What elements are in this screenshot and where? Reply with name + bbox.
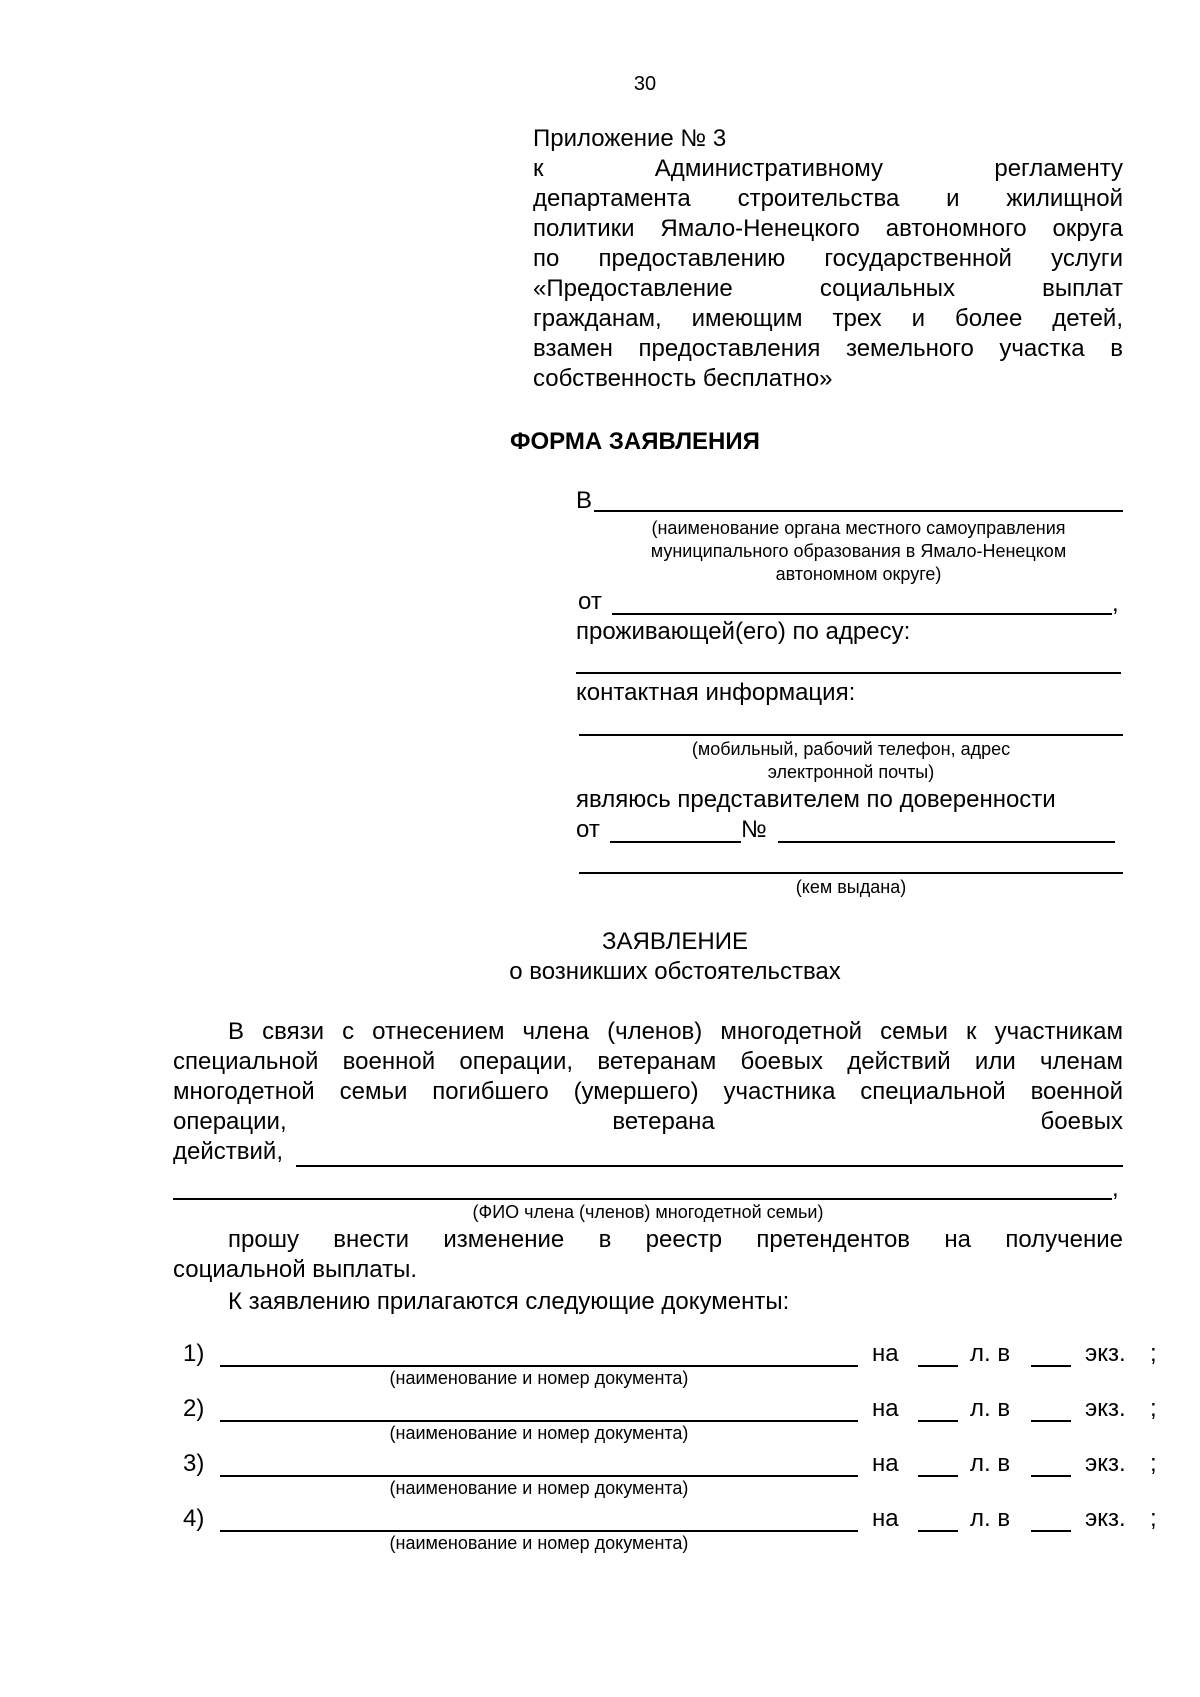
name-suffix: , — [1112, 1175, 1119, 1202]
appendix-last-line: собственность бесплатно» — [533, 365, 833, 392]
document-number: 3) — [183, 1450, 205, 1477]
paragraph-line: операции, ветерана боевых — [173, 1108, 1123, 1135]
document-number: 4) — [183, 1505, 205, 1532]
document-caption: (наименование и номер документа) — [389, 1423, 689, 1443]
appendix-line: «Предоставление социальных выплат — [533, 275, 1123, 302]
statement-paragraph — [173, 1017, 1123, 1137]
member-name-field-1[interactable] — [296, 1165, 1123, 1167]
request-line-2: социальной выплаты. — [173, 1256, 418, 1283]
document-end: ; — [1150, 1395, 1157, 1422]
statement-subtitle: о возникших обстоятельствах — [509, 958, 841, 985]
document-sheets-label: л. в — [970, 1395, 1011, 1422]
address-field[interactable] — [576, 672, 1121, 674]
document-number: 2) — [183, 1395, 205, 1422]
to-field[interactable] — [594, 510, 1123, 512]
member-name-field-2[interactable] — [173, 1198, 1112, 1200]
contact-caption-line: (мобильный, рабочий телефон, адрес — [691, 739, 1011, 759]
attachments-intro: К заявлению прилагаются следующие документы: — [228, 1288, 790, 1315]
document-copies-label: экз. — [1085, 1450, 1126, 1477]
representative-label: являюсь представителем по доверенности — [576, 786, 1056, 813]
issued-caption: (кем выдана) — [795, 877, 907, 897]
from-prefix: от — [578, 588, 602, 615]
document-caption: (наименование и номер документа) — [389, 1478, 689, 1498]
document-end: ; — [1150, 1505, 1157, 1532]
document-number: 1) — [183, 1340, 205, 1367]
document-sheets-label: л. в — [970, 1450, 1011, 1477]
document-copies-label: экз. — [1085, 1505, 1126, 1532]
form-title: ФОРМА ЗАЯВЛЕНИЯ — [510, 428, 760, 455]
name-caption: (ФИО члена (членов) многодетной семьи) — [472, 1202, 824, 1222]
document-sheets-field[interactable] — [918, 1475, 958, 1477]
appendix-line: гражданам, имеющим трех и более детей, — [533, 305, 1123, 332]
document-copies-field[interactable] — [1031, 1530, 1071, 1532]
documents-list — [0, 1339, 1200, 1559]
document-copies-label: экз. — [1085, 1395, 1126, 1422]
from-field[interactable] — [612, 613, 1112, 615]
to-caption — [594, 517, 1123, 586]
contact-caption-line: электронной почты) — [767, 762, 935, 782]
to-prefix: В — [576, 487, 593, 514]
poa-from-label: от — [576, 816, 600, 843]
to-caption-line: (наименование органа местного самоуправления — [651, 518, 1066, 538]
poa-number-label: № — [741, 816, 767, 843]
contact-caption — [579, 738, 1123, 784]
document-sheets-field[interactable] — [918, 1365, 958, 1367]
page-number: 30 — [633, 73, 657, 95]
document-copies-field[interactable] — [1031, 1365, 1071, 1367]
appendix-title: Приложение № 3 — [533, 125, 727, 152]
document-end: ; — [1150, 1450, 1157, 1477]
paragraph-line: специальной военной операции, ветеранам боевых действий или членам — [173, 1048, 1123, 1075]
document-copies-label: экз. — [1085, 1340, 1126, 1367]
to-caption-line: муниципального образования в Ямало-Ненецком — [650, 541, 1067, 561]
poa-date-field[interactable] — [610, 841, 741, 843]
issued-by-field[interactable] — [579, 872, 1123, 874]
document-caption: (наименование и номер документа) — [389, 1368, 689, 1388]
appendix-line: по предоставлению государственной услуги — [533, 245, 1123, 272]
document-copies-field[interactable] — [1031, 1420, 1071, 1422]
appendix-line: политики Ямало-Ненецкого автономного округа — [533, 215, 1123, 242]
poa-number-field[interactable] — [778, 841, 1115, 843]
document-on: на — [872, 1450, 899, 1477]
appendix-line: взамен предоставления земельного участка в — [533, 335, 1123, 362]
appendix-block — [533, 124, 1123, 394]
appendix-line: департамента строительства и жилищной — [533, 185, 1123, 212]
to-caption-line: автономном округе) — [775, 564, 942, 584]
document-sheets-field[interactable] — [918, 1530, 958, 1532]
from-suffix: , — [1112, 590, 1119, 617]
document-on: на — [872, 1395, 899, 1422]
statement-title: ЗАЯВЛЕНИЕ — [602, 928, 748, 955]
document-copies-field[interactable] — [1031, 1475, 1071, 1477]
appendix-line: к Административному регламенту — [533, 155, 1123, 182]
paragraph-line: В связи с отнесением члена (членов) многодетной семьи к участникам — [228, 1018, 1123, 1045]
document-end: ; — [1150, 1340, 1157, 1367]
document-sheets-label: л. в — [970, 1505, 1011, 1532]
contact-field[interactable] — [579, 734, 1123, 736]
document-sheets-field[interactable] — [918, 1420, 958, 1422]
document-sheets-label: л. в — [970, 1340, 1011, 1367]
document-on: на — [872, 1505, 899, 1532]
document-on: на — [872, 1340, 899, 1367]
paragraph-line: многодетной семьи погибшего (умершего) участника специальной военной — [173, 1078, 1123, 1105]
request-line-1: прошу внести изменение в реестр претендентов на получение — [228, 1226, 1123, 1253]
address-label: проживающей(его) по адресу: — [576, 618, 911, 645]
actions-prefix: действий, — [173, 1138, 283, 1165]
contact-label: контактная информация: — [576, 679, 856, 706]
document-caption: (наименование и номер документа) — [389, 1533, 689, 1553]
